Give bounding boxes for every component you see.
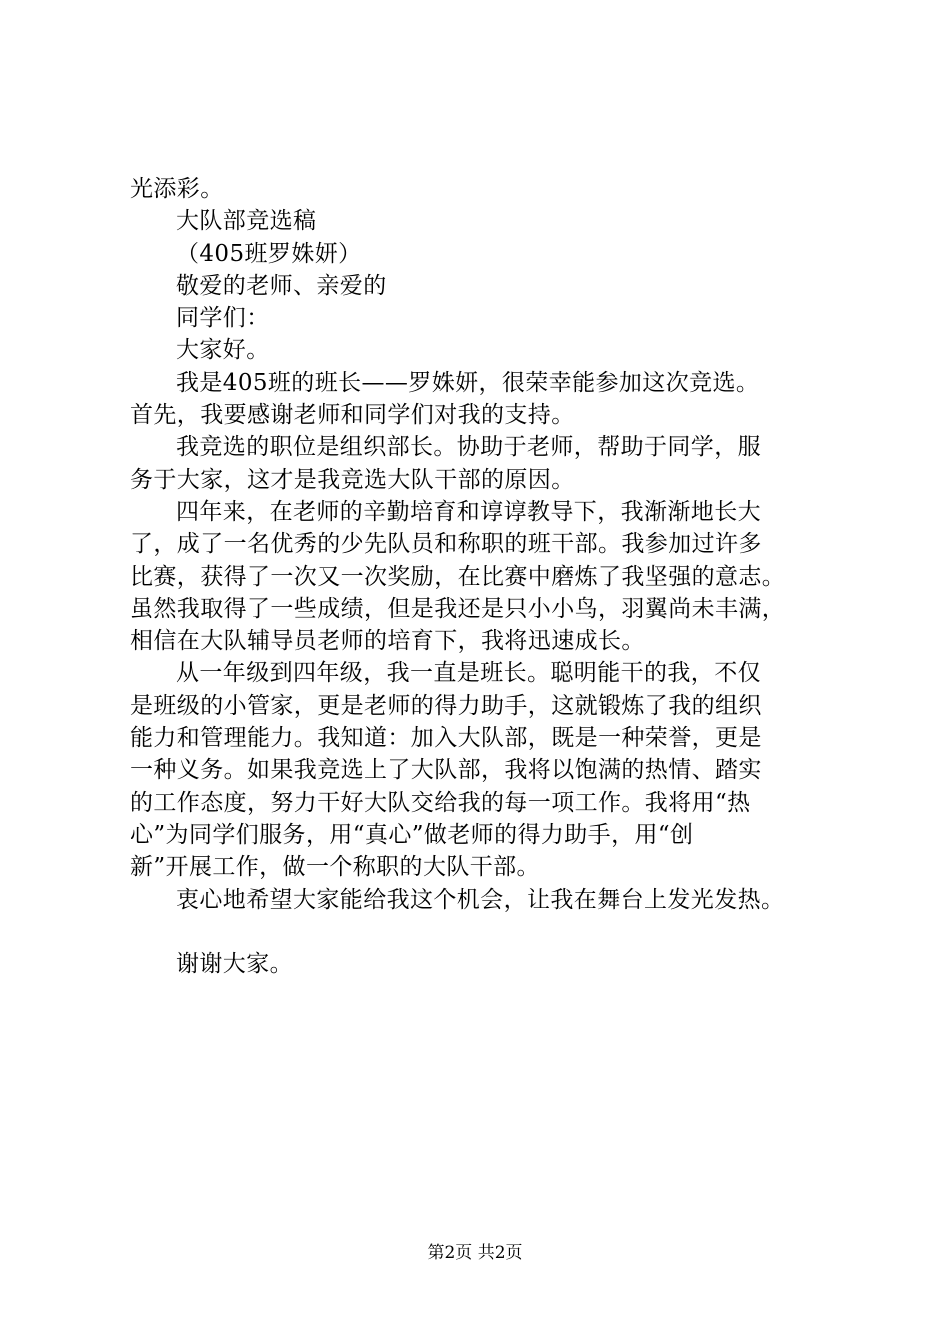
speaker-class-name: （405班罗姝妍） xyxy=(176,240,362,267)
text-line: 首先，我要感谢老师和同学们对我的支持。 xyxy=(130,402,575,429)
text-line: 是班级的小管家，更是老师的得力助手，这就锻炼了我的组织 xyxy=(130,692,762,719)
text-line: 一种义务。如果我竞选上了大队部，我将以饱满的热情、踏实 xyxy=(130,757,762,784)
greeting: 大家好。 xyxy=(176,337,270,364)
text-line: 务于大家，这才是我竞选大队干部的原因。 xyxy=(130,466,575,493)
text-line: 从一年级到四年级，我一直是班长。聪明能干的我，不仅 xyxy=(176,660,761,687)
closing-line: 谢谢大家。 xyxy=(176,951,293,978)
text-line: 光添彩。 xyxy=(130,176,224,202)
text-line: 心”为同学们服务，用“真心”做老师的得力助手，用“创 xyxy=(130,821,694,848)
text-line: 了，成了一名优秀的少先队员和称职的班干部。我参加过许多 xyxy=(130,531,762,558)
text-line: 相信在大队辅导员老师的培育下，我将迅速成长。 xyxy=(130,628,645,655)
salutation: 敬爱的老师、亲爱的 xyxy=(176,272,387,299)
text-line: 衷心地希望大家能给我这个机会，让我在舞台上发光发热。 xyxy=(176,886,785,913)
text-line: 比赛，获得了一次又一次奖励，在比赛中磨炼了我坚强的意志。 xyxy=(130,563,786,590)
speech-title: 大队部竞选稿 xyxy=(176,208,317,235)
text-line: 新”开展工作，做一个称职的大队干部。 xyxy=(130,854,540,881)
text-line: 的工作态度，努力干好大队交给我的每一项工作。我将用“热 xyxy=(130,789,751,816)
document-body xyxy=(130,173,830,980)
blank-line xyxy=(130,916,830,948)
text-line: 能力和管理能力。我知道：加入大队部，既是一种荣誉，更是 xyxy=(130,725,762,752)
text-line: 虽然我取得了一些成绩，但是我还是只小小鸟，羽翼尚未丰满， xyxy=(130,595,786,622)
text-line: 我竞选的职位是组织部长。协助于老师，帮助于同学，服 xyxy=(176,434,761,461)
page-number-footer: 第2页 共2页 xyxy=(427,1243,523,1263)
text-line: 我是405班的班长——罗姝妍，很荣幸能参加这次竞选。 xyxy=(176,369,760,396)
salutation-continued: 同学们： xyxy=(176,305,270,332)
text-line: 四年来，在老师的辛勤培育和谆谆教导下，我渐渐地长大 xyxy=(176,498,761,525)
